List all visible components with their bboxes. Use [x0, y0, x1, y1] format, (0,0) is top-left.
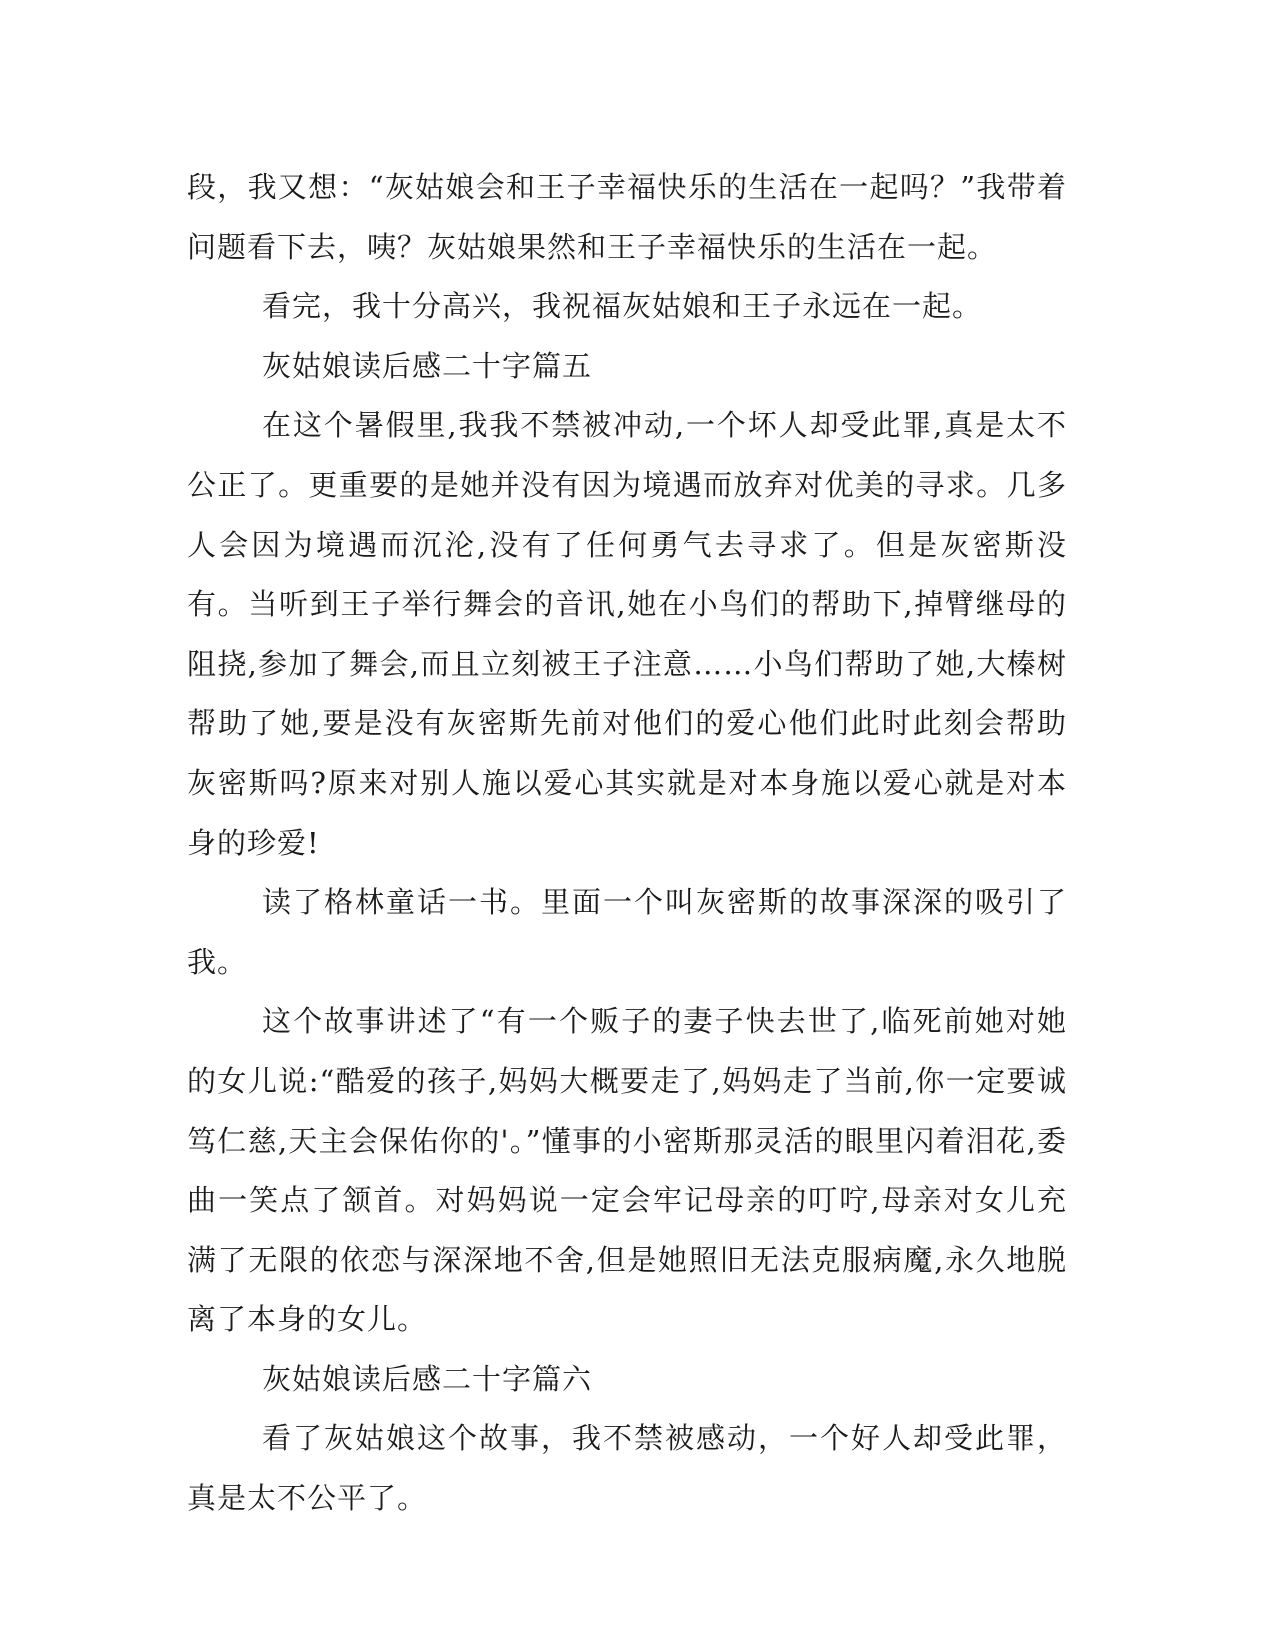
paragraph-grimm-book: 读了格林童话一书。里面一个叫灰密斯的故事深深的吸引了我。 [187, 885, 1067, 979]
body-text [187, 158, 1067, 1529]
paragraph-story-summary: 这个故事讲述了“有一个贩子的妻子快去世了,临死前她对她的女儿说:“酷爱的孩子,妈妈大概要走了,妈妈走了当前,你一定要诚笃仁慈,天主会保佑你的'。”懂事的小密斯那灵活的眼里闪着泪花,委曲一笑点了颔首。对妈妈说一定会牢记母亲的叮咛,母亲对女儿充满了无限的依恋与深深地不舍,但是她照旧无法克服病魔,永久地脱离了本身的女儿。 [187, 1004, 1067, 1337]
paragraph-summer-holiday: 在这个暑假里,我我不禁被冲动,一个坏人却受此罪,真是太不公正了。更重要的是她并没有因为境遇而放弃对优美的寻求。几多人会因为境遇而沉沦,没有了任何勇气去寻求了。但是灰密斯没有。当听到王子举行舞会的音讯,她在小鸟们的帮助下,掉臂继母的阻挠,参加了舞会,而且立刻被王子注意……小鸟们帮助了她,大榛树帮助了她,要是没有灰密斯先前对他们的爱心他们此时此刻会帮助灰密斯吗?原来对别人施以爱心其实就是对本身施以爱心就是对本身的珍爱! [187, 408, 1067, 860]
paragraph-touched: 看了灰姑娘这个故事，我不禁被感动，一个好人却受此罪，真是太不公平了。 [187, 1421, 1067, 1516]
section-heading-5: 灰姑娘读后感二十字篇五 [262, 348, 593, 383]
paragraph-after-reading: 看完，我十分高兴，我祝福灰姑娘和王子永远在一起。 [262, 289, 983, 324]
paragraph-continuation: 段，我又想：“灰姑娘会和王子幸福快乐的生活在一起吗？”我带着问题看下去，咦？灰姑娘果然和王子幸福快乐的生活在一起。 [187, 170, 1067, 264]
section-heading-6: 灰姑娘读后感二十字篇六 [262, 1361, 593, 1396]
